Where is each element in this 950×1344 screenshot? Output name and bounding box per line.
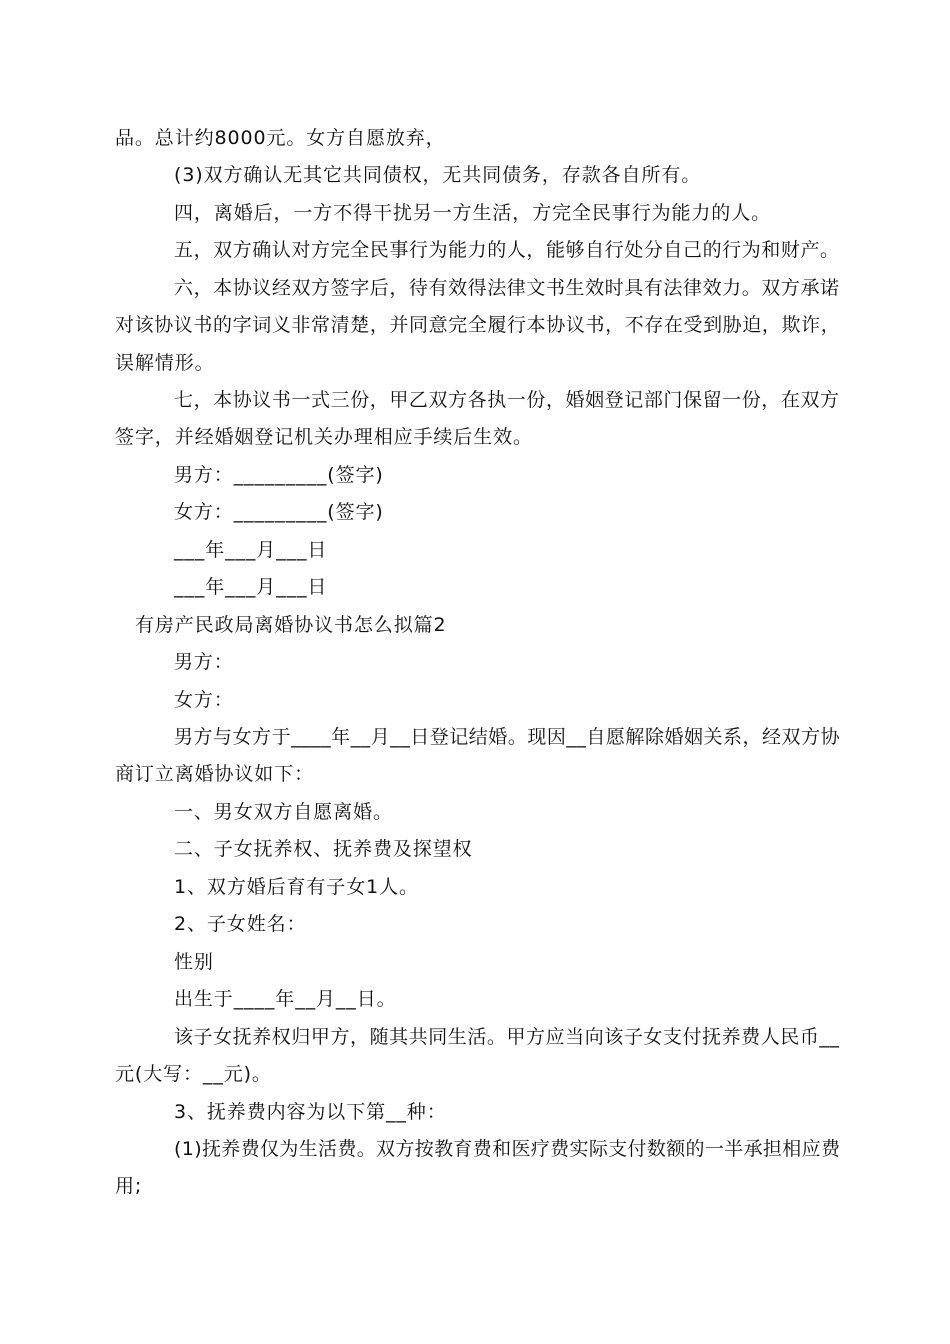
paragraph-line: 性别 xyxy=(174,951,214,973)
paragraph-line: 该子女抚养权归甲方，随其共同生活。甲方应当向该子女支付抚养费人民币__ xyxy=(174,1026,840,1048)
paragraph-line: 对该协议书的字词义非常清楚，并同意完全履行本协议书，不存在受到胁迫，欺诈， xyxy=(115,314,841,336)
paragraph-line: 元(大写：__元)。 xyxy=(115,1063,272,1085)
paragraph-line: 七，本协议书一式三份，甲乙双方各执一份，婚姻登记部门保留一份，在双方 xyxy=(174,389,840,411)
paragraph-line: 五，双方确认对方完全民事行为能力的人，能够自行处分自己的行为和财产。 xyxy=(174,239,840,261)
date-line: ___年___月___日 xyxy=(174,539,328,561)
paragraph-line: 男方： xyxy=(174,651,234,673)
paragraph-line: 签字，并经婚姻登记机关办理相应手续后生效。 xyxy=(115,426,533,448)
paragraph-line: 一、男女双方自愿离婚。 xyxy=(174,801,393,823)
paragraph-line: 男方与女方于____年__月__日登记结婚。现因__自愿解除婚姻关系，经双方协 xyxy=(174,726,841,748)
signature-line-male: 男方：_________(签字) xyxy=(174,464,384,486)
paragraph-line: 1、双方婚后育有子女1人。 xyxy=(174,876,419,898)
paragraph-line: 出生于____年__月__日。 xyxy=(174,988,397,1010)
paragraph-line: 2、子女姓名： xyxy=(174,913,307,935)
signature-line-female: 女方：_________(签字) xyxy=(174,501,384,523)
paragraph-line: 用; xyxy=(115,1175,143,1197)
paragraph-line: 四，离婚后，一方不得干扰另一方生活，方完全民事行为能力的人。 xyxy=(174,202,772,224)
section-heading: 有房产民政局离婚协议书怎么拟篇2 xyxy=(135,614,447,636)
paragraph-line: 商订立离婚协议如下： xyxy=(115,763,315,785)
paragraph-line: 二、子女抚养权、抚养费及探望权 xyxy=(174,838,473,860)
paragraph-line: (1)抚养费仅为生活费。双方按教育费和医疗费实际支付数额的一半承担相应费 xyxy=(174,1138,841,1160)
paragraph-line: 3、抚养费内容为以下第__种： xyxy=(174,1101,447,1123)
paragraph-line: 女方： xyxy=(174,689,234,711)
paragraph-line: (3)双方确认无其它共同债权，无共同债务，存款各自所有。 xyxy=(174,164,702,186)
paragraph-line: 六，本协议经双方签字后，待有效得法律文书生效时具有法律效力。双方承诺 xyxy=(174,277,840,299)
paragraph-line: 品。总计约8000元。女方自愿放弃， xyxy=(115,127,446,149)
date-line: ___年___月___日 xyxy=(174,576,328,598)
paragraph-line: 误解情形。 xyxy=(115,352,215,374)
